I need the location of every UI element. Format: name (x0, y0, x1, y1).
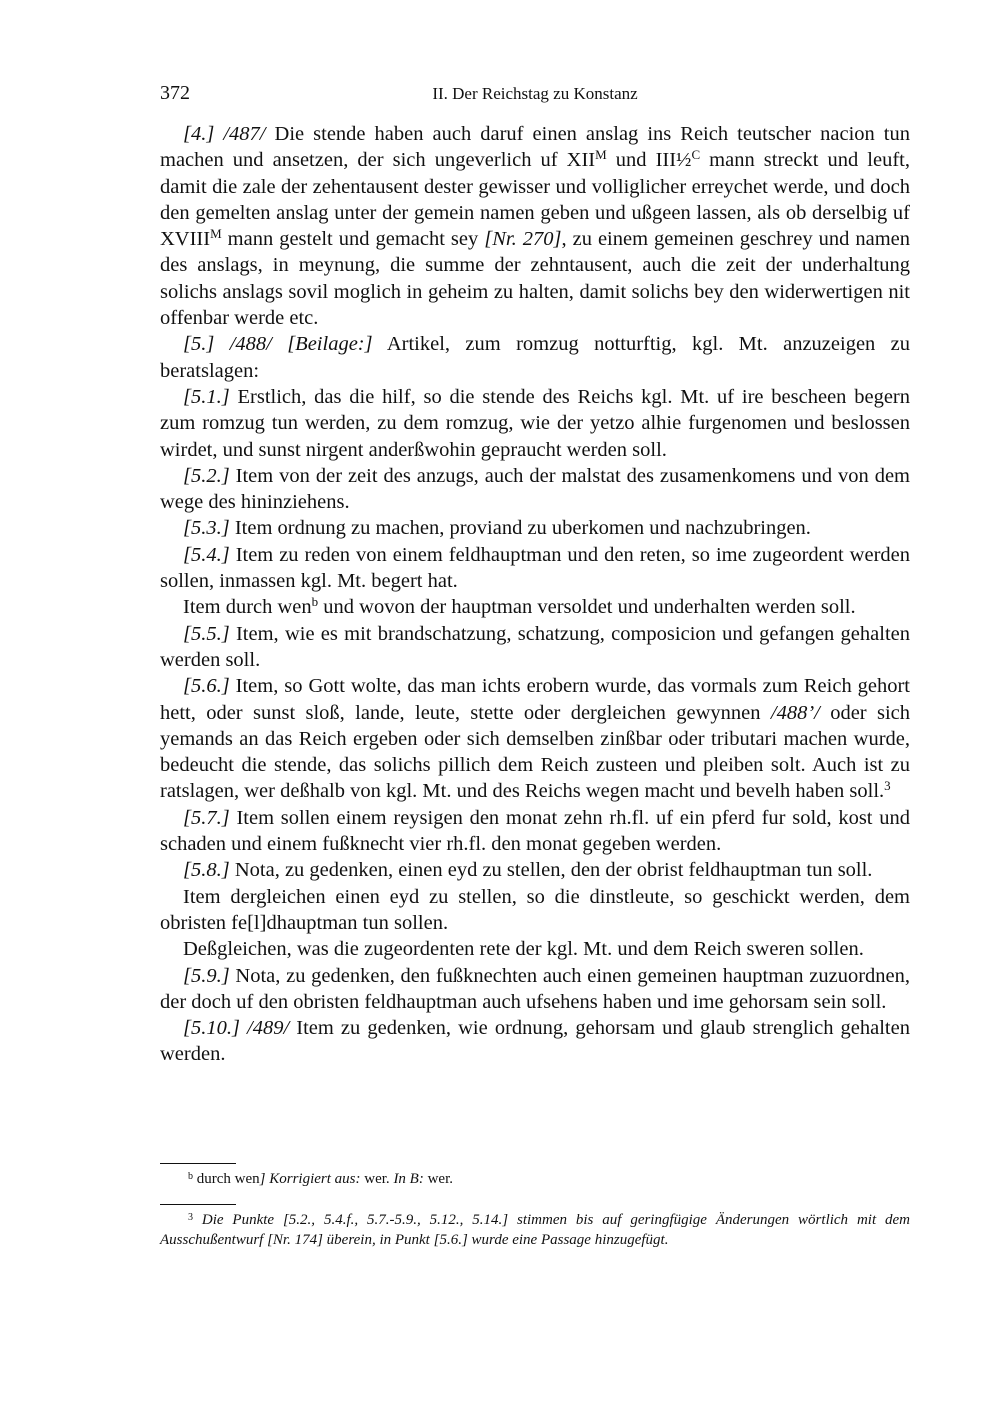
paragraph-text: Item zu gedenken, wie ordnung, gehorsam und glaub strenglich gehalten werden. (160, 1017, 910, 1066)
paragraph-5-4 (160, 542, 910, 595)
footnote-text: Die Punkte [5.2., 5.4.f., 5.7.-5.9., 5.12., 5.14.] stimmen bis auf geringfügige Änderungen wörtlich mit dem Ausschußentwurf [Nr. 174] überein, in Punkt [5.6.] wurde eine Passage hinzugefügt. (160, 1212, 910, 1248)
paragraph-text: Nota, zu gedenken, den fußknechten auch einen gemeinen hauptman zuzuordnen, der doch uf den obristen feldhauptman auch ufsehens haben und ime gehorsam sein soll. (160, 964, 910, 1013)
section-ref: [5.8.] (183, 859, 230, 882)
footnote-label: In B: (393, 1171, 424, 1187)
section-ref: [5.] /488/ [Beilage:] (183, 333, 373, 356)
paragraph-text: Item, wie es mit brandschatzung, schatzung, composicion und gefangen gehalten werden soll. (160, 622, 910, 671)
section-ref: [5.6.] (183, 675, 230, 698)
paragraph-text: Item durch wen (183, 596, 312, 619)
paragraph-5-8 (160, 857, 910, 883)
footnote-rule (160, 1204, 236, 1205)
footnote-lemma: durch wen (196, 1171, 260, 1187)
paragraph-text: Deßgleichen, was die zugeordenten rete der kgl. Mt. und dem Reich sweren sollen. (183, 938, 864, 961)
section-ref: [5.10.] /489/ (183, 1017, 290, 1040)
footnote-marker-3: 3 (884, 778, 891, 794)
paragraph-5-10 (160, 1015, 910, 1068)
paragraph-5-8-item-2 (160, 936, 910, 962)
paragraph-5-2 (160, 463, 910, 516)
document-reference: [Nr. 270] (484, 228, 562, 251)
footnote-marker-b: b (311, 594, 319, 610)
section-ref: [5.7.] (183, 806, 230, 829)
footnote-label: ] Korrigiert aus: (259, 1171, 361, 1187)
paragraph-text: Item von der zeit des anzugs, auch der malstat des zusamenkomens und von dem wege des hininziehens. (160, 464, 910, 514)
paragraph-text: Item sollen einem reysigen den monat zehn rh.fl. uf ein pferd fur sold, kost und schaden und einem fußknecht vier rh.fl. den monat gegeben werden. (160, 806, 910, 856)
paragraph-5-4-item (160, 594, 910, 620)
paragraph-5 (160, 331, 910, 384)
superscript: C (691, 147, 701, 163)
paragraph-text: mann streckt und leuft, damit die zale der zehentausent dester gewisser und volliglicher erreychet werde, und doch den gemelten anslag unter der gemein namen geben und ußgeen lassen, als ob derselbig uf XVIII (160, 149, 910, 251)
footnote-b (160, 1169, 938, 1189)
superscript: M (595, 147, 607, 163)
body-text (160, 121, 910, 1068)
paragraph-text: Item dergleichen einen eyd zu stellen, so die dinstleute, so geschickt werden, dem obristen fe[l]dhauptman tun sollen. (160, 885, 910, 934)
paragraph-5-5 (160, 621, 910, 674)
paragraph-text: und III½ (606, 149, 692, 172)
paragraph-text: Item zu reden von einem feldhauptman und den reten, so ime zugeordent werden sollen, inmassen kgl. Mt. begert hat. (160, 543, 910, 593)
section-ref: [4.] /487/ (183, 123, 266, 145)
paragraph-5-7 (160, 805, 910, 858)
page-number: 372 (160, 82, 190, 104)
paragraph-5-9 (160, 963, 910, 1016)
paragraph-text: Item, so Gott wolte, das man ichts erobern wurde, das vormals zum Reich gehort hett, oder sunst sloß, lande, leute, stette oder dergleichen gewynnen (160, 675, 910, 724)
paragraph-5-3 (160, 515, 910, 541)
section-ref: [5.3.] (183, 517, 230, 540)
footnote-rule (160, 1163, 236, 1164)
paragraph-text: und wovon der hauptman versoldet und underhalten werden soll. (318, 596, 856, 619)
footnote-3 (160, 1210, 910, 1250)
paragraph-text: Erstlich, das die hilf, so die stende des Reichs kgl. Mt. uf ire bescheen begern zum romzug tun werden, zu dem romzug, wie der yetzo alhie furgenomen und beslossen wirdet, und sunst nirgent anderßwohin gepraucht werden soll. (160, 385, 910, 461)
page-header (160, 82, 910, 108)
footnote-mark: b (188, 1171, 193, 1182)
paragraph-5-6 (160, 673, 910, 804)
paragraph-text: oder sich yemands an das Reich ergeben oder sich demselben zinßbar oder tributari machen wurde, bedeucht die stende, das solichs pillich dem Reich zusteen und pleiben solt. Auch ist zu ratslagen, wer deßhalb von kgl. Mt. und des Reichs wegen macht und bevelh haben soll. (160, 701, 911, 803)
running-head: II. Der Reichstag zu Konstanz (432, 84, 638, 103)
footnote-value: wer. (423, 1171, 454, 1187)
paragraph-5-1 (160, 384, 910, 463)
folio-ref: /488’/ (770, 701, 820, 724)
superscript: M (210, 226, 222, 242)
paragraph-text: Item ordnung zu machen, proviand zu uberkomen und nachzubringen. (234, 517, 811, 540)
paragraph-text: mann gestelt und gemacht sey (221, 228, 485, 251)
section-ref: [5.9.] (183, 964, 230, 987)
footnote-value: wer. (360, 1171, 394, 1187)
section-ref: [5.1.] (183, 385, 230, 408)
footnote-mark: 3 (188, 1212, 193, 1223)
paragraph-5-8-item (160, 884, 910, 937)
section-ref: [5.5.] (183, 622, 230, 645)
section-ref: [5.4.] (183, 543, 230, 566)
paragraph-text: , zu einem gemeinen geschrey und namen des anslags, in meynung, die summe der zehntausent, auch die zeit der underhaltung solichs anslags sovil moglich in geheim zu halten, damit solichs bey den widerwertigen nit offenbar werde etc. (160, 228, 910, 330)
paragraph-text: Die stende haben auch daruf einen anslag ins Reich teutscher nacion tun machen und ansetzen, der sich ungeverlich uf XII (160, 123, 910, 172)
paragraph-4 (160, 121, 910, 331)
paragraph-text: Artikel, zum romzug notturftig, kgl. Mt. anzuzeigen zu beratslagen: (160, 333, 911, 382)
paragraph-text: Nota, zu gedenken, einen eyd zu stellen, den der obrist feldhauptman tun soll. (234, 859, 873, 882)
section-ref: [5.2.] (183, 464, 230, 487)
